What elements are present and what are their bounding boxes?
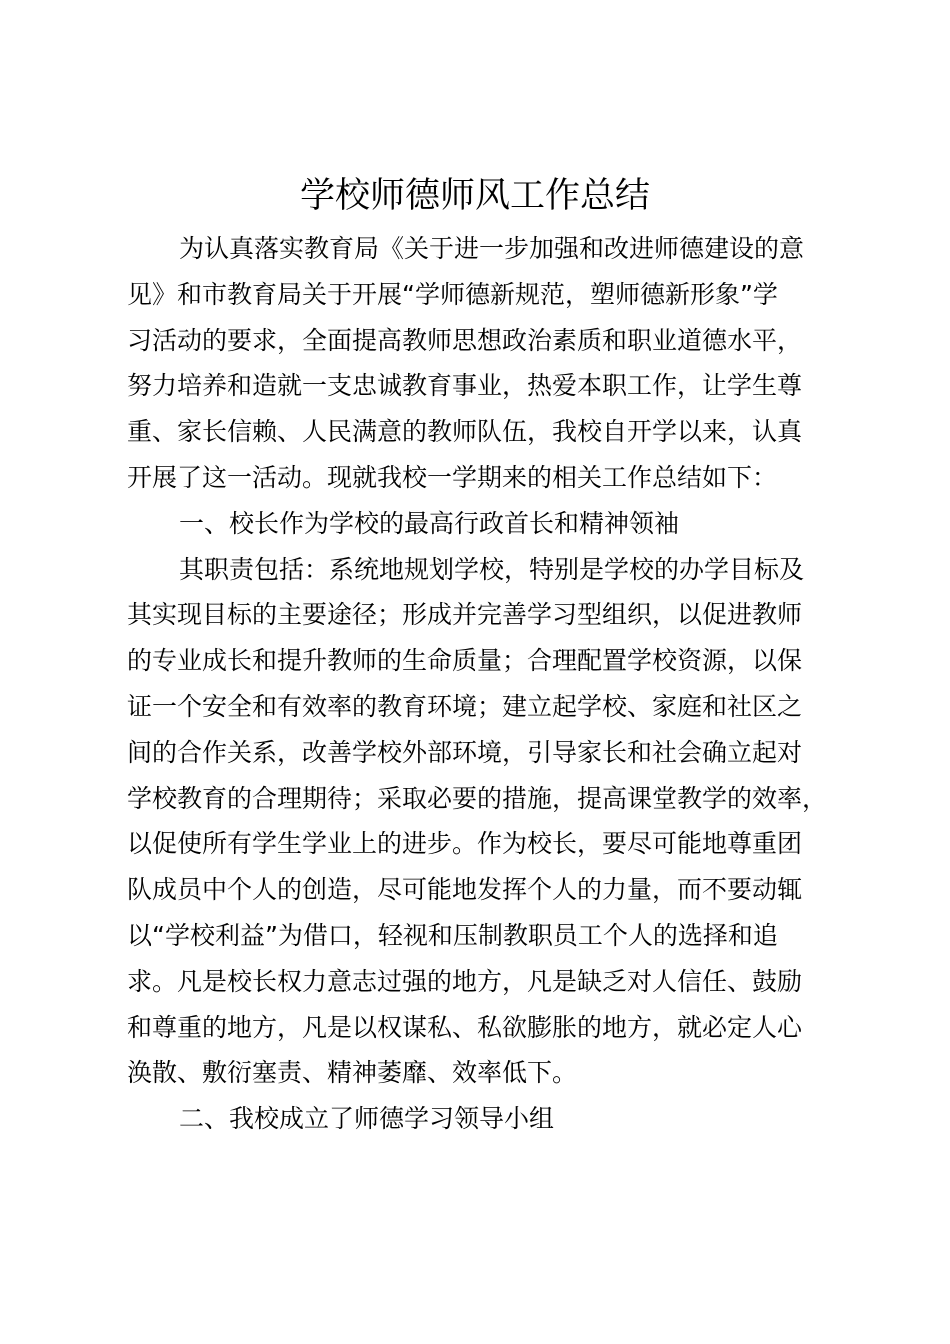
- document-title: 学校师德师风工作总结: [299, 176, 650, 216]
- paragraph-line: 涣散、敷衍塞责、精神萎靡、效率低下。: [127, 1058, 578, 1088]
- document-body: [127, 226, 837, 1142]
- paragraph-line: 求。凡是校长权力意志过强的地方，凡是缺乏对人信任、鼓励: [127, 966, 803, 996]
- paragraph-line: 其职责包括：系统地规划学校，特别是学校的办学目标及: [179, 554, 805, 584]
- paragraph-line: 习活动的要求，全面提高教师思想政治素质和职业道德水平，: [127, 325, 803, 355]
- paragraph-line: 以“学校利益”为借口，轻视和压制教职员工个人的选择和追: [127, 920, 778, 950]
- paragraph-line: 其实现目标的主要途径；形成并完善学习型组织，以促进教师: [127, 600, 803, 630]
- section-heading-1: 一、校长作为学校的最高行政首长和精神领袖: [179, 508, 680, 538]
- paragraph-line: 间的合作关系，改善学校外部环境，引导家长和社会确立起对: [127, 737, 803, 767]
- paragraph-line: 队成员中个人的创造，尽可能地发挥个人的力量，而不要动辄: [127, 875, 803, 905]
- paragraph-line: 证一个安全和有效率的教育环境；建立起学校、家庭和社区之: [127, 691, 803, 721]
- paragraph-line: 学校教育的合理期待；采取必要的措施，提高课堂教学的效率，: [127, 783, 828, 813]
- section-heading-2: 二、我校成立了师德学习领导小组: [179, 1104, 555, 1134]
- paragraph-line: 为认真落实教育局《关于进一步加强和改进师德建设的意: [179, 234, 805, 263]
- paragraph-line: 和尊重的地方，凡是以权谋私、私欲膨胀的地方，就必定人心: [127, 1012, 803, 1042]
- paragraph-line: 重、家长信赖、人民满意的教师队伍，我校自开学以来，认真: [127, 417, 803, 447]
- paragraph-line: 的专业成长和提升教师的生命质量；合理配置学校资源，以保: [127, 646, 803, 676]
- paragraph-line: 开展了这一活动。现就我校一学期来的相关工作总结如下：: [127, 462, 778, 492]
- paragraph-line: 以促使所有学生学业上的进步。作为校长，要尽可能地尊重团: [127, 829, 803, 859]
- paragraph-line: 见》和市教育局关于开展“学师德新规范，塑师德新形象”学: [127, 279, 778, 309]
- paragraph-line: 努力培养和造就一支忠诚教育事业，热爱本职工作，让学生尊: [127, 371, 803, 401]
